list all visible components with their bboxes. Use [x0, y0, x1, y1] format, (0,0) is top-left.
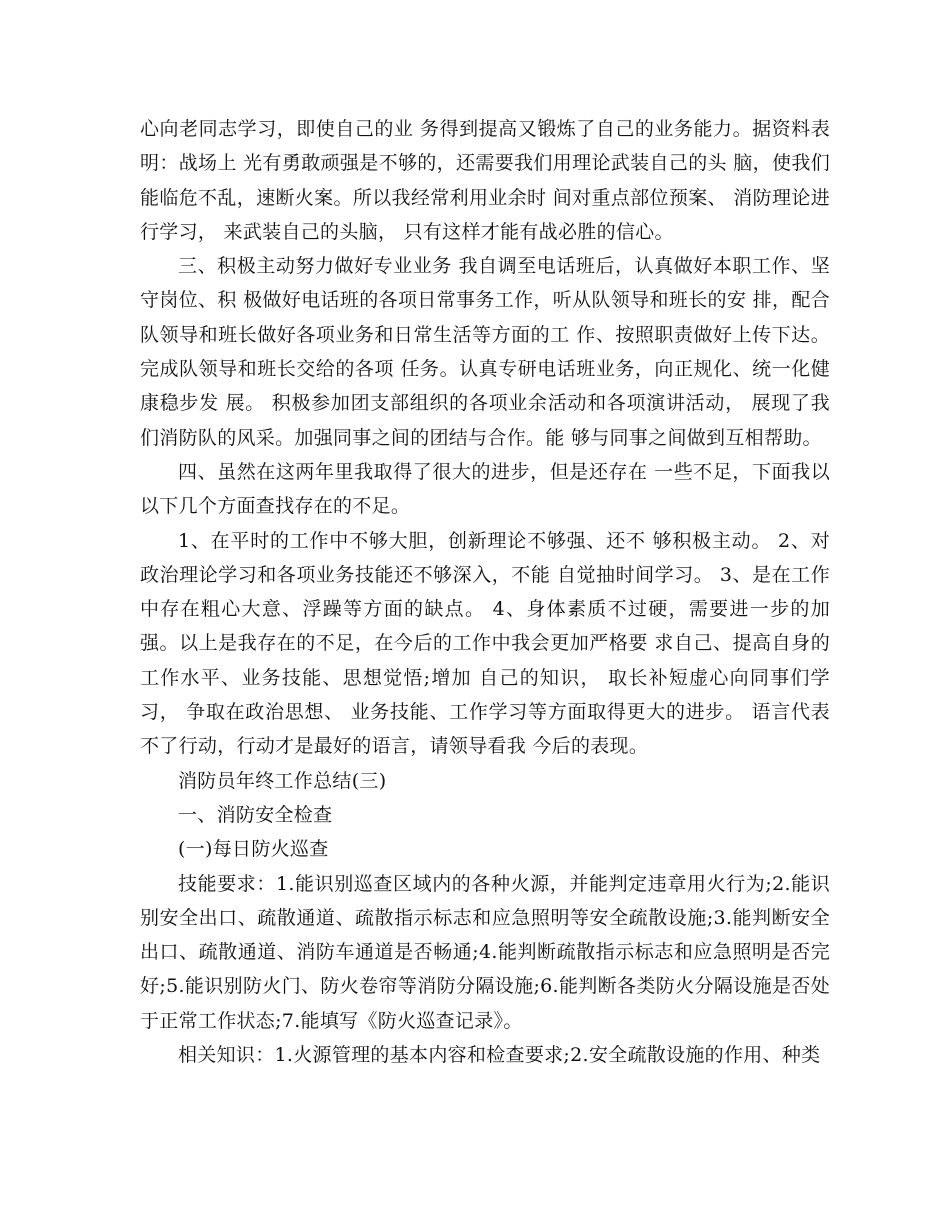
- paragraph-shortcomings: 1、在平时的工作中不够大胆，创新理论不够强、还不 够积极主动。 2、对政治理论学习和各项业务技能还不够深入，不能 自觉抽时间学习。 3、是在工作中存在粗心大意、浮躁等方面的缺点。 4、身体素质不过硬，需要进一步的加强。以上是我存在的不足，在今后的工作中我会更加严格要 求自己、提高自身的工作水平、业务技能、思想觉悟;增加 自己的知识， 取长补短虚心向同事们学习， 争取在政治思想、 业务技能、工作学习等方面取得更大的进步。 语言代表不了行动，行动才是最好的语言，请领导看我 今后的表现。: [140, 529, 830, 758]
- paragraph-section-three: 三、积极主动努力做好专业业务 我自调至电话班后，认真做好本职工作、坚守岗位、积 极做好电话班的各项日常事务工作，听从队领导和班长的安 排，配合队领导和班长做好各项业务和日常生活等方面的工 作、按照职责做好上传下达。完成队领导和班长交给的各项 任务。认真专研电话班业务，向正规化、统一化健康稳步发 展。 积极参加团支部组织的各项业余活动和各项演讲活动， 展现了我们消防队的风采。加强同事之间的团结与合作。能 够与同事之间做到互相帮助。: [140, 255, 830, 449]
- paragraph-continuation: 心向老同志学习，即使自己的业 务得到提高又锻炼了自己的业务能力。据资料表明：战场上 光有勇敢顽强是不够的，还需要我们用理论武装自己的头 脑，使我们能临危不乱，速断火案。所以我经常利用业余时 间对重点部位预案、 消防理论进行学习， 来武装自己的头脑， 只有这样才能有战必胜的信心。: [140, 118, 830, 243]
- document-title: 消防员年终工作总结(三): [178, 769, 387, 792]
- subsection-heading: (一)每日防火巡查: [178, 838, 329, 861]
- document-body: [140, 112, 830, 1072]
- paragraph-skill-requirements: 技能要求：1.能识别巡查区域内的各种火源，并能判定违章用火行为;2.能识别安全出口、疏散通道、疏散指示标志和应急照明等安全疏散设施;3.能判断安全出口、疏散通道、消防车通道是否畅通;4.能判断疏散指示标志和应急照明是否完好;5.能识别防火门、防火卷帘等消防分隔设施;6.能判断各类防火分隔设施是否处于正常工作状态;7.能填写《防火巡查记录》。: [140, 872, 830, 1032]
- paragraph-related-knowledge: 相关知识：1.火源管理的基本内容和检查要求;2.安全疏散设施的作用、种类: [178, 1044, 821, 1067]
- section-heading: 一、消防安全检查: [178, 803, 333, 826]
- paragraph-section-four: 四、虽然在这两年里我取得了很大的进步，但是还存在 一些不足，下面我以以下几个方面查找存在的不足。: [140, 460, 830, 518]
